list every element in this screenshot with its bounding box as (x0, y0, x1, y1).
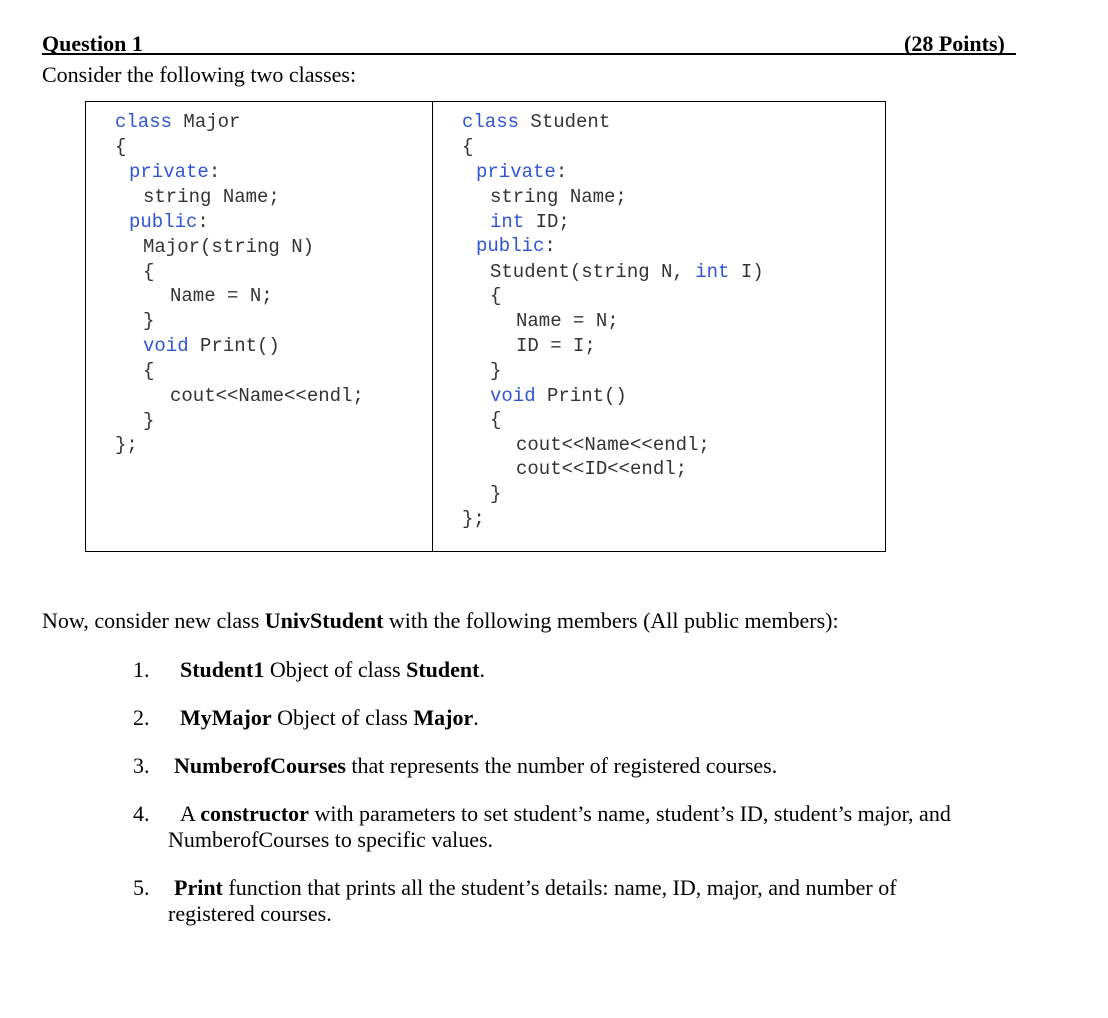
list-item-number: 5. (133, 875, 150, 900)
list-item-number: 1. (133, 657, 150, 682)
major-code-line: { (143, 360, 155, 382)
question-title: Question 1 (42, 31, 143, 56)
major-code-line: } (143, 410, 155, 432)
major-code-line: void Print() (143, 335, 280, 357)
student-code-line: cout<<ID<<endl; (516, 458, 688, 480)
major-code-line: public: (129, 211, 209, 233)
list-item-number: 4. (133, 801, 150, 826)
student-code-line: ID = I; (516, 335, 596, 357)
major-code-line: Name = N; (170, 285, 273, 307)
student-code-line: string Name; (490, 186, 627, 208)
student-code-line: Student(string N, int I) (490, 261, 764, 283)
student-code-line: { (490, 285, 502, 307)
major-code-line: { (143, 261, 155, 283)
student-code-line: } (490, 483, 502, 505)
list-item-number: 3. (133, 753, 150, 778)
major-code-line: } (143, 310, 155, 332)
now-consider-text (42, 608, 839, 634)
student-code-line: }; (462, 508, 485, 530)
student-code-line: private: (476, 161, 568, 183)
now-text-after: with the following members (All public members): (383, 608, 839, 633)
student-code-line: Name = N; (516, 310, 619, 332)
list-item: Student1 Object of class Student. (180, 657, 485, 682)
major-code-line: cout<<Name<<endl; (170, 385, 364, 407)
student-code-line: class Student (462, 111, 611, 133)
list-item-number: 2. (133, 705, 150, 730)
student-code-line: { (462, 136, 474, 158)
points-label: (28 Points) (904, 31, 1005, 56)
list-item-continuation: NumberofCourses to specific values. (168, 827, 494, 852)
student-code-line: cout<<Name<<endl; (516, 434, 710, 456)
list-item: A constructor with parameters to set student’s name, student’s ID, student’s major, and (180, 801, 951, 826)
intro-text: Consider the following two classes: (42, 62, 357, 87)
list-item-continuation: registered courses. (168, 901, 332, 926)
major-code-line: string Name; (143, 186, 280, 208)
student-code-line: int ID; (490, 211, 570, 233)
list-item: MyMajor Object of class Major. (180, 705, 479, 730)
student-code-line: void Print() (490, 385, 627, 407)
student-code-line: public: (476, 235, 556, 257)
now-text-classname: UnivStudent (264, 608, 384, 633)
student-code-line: { (490, 409, 502, 431)
student-code-line: } (490, 360, 502, 382)
major-code-line: }; (115, 434, 138, 456)
major-code-line: Major(string N) (143, 236, 315, 258)
now-text-before: Now, consider new class (42, 608, 265, 633)
header-rule (42, 53, 1016, 55)
code-table-divider (432, 101, 433, 552)
major-code-line: { (115, 136, 127, 158)
list-item: NumberofCourses that represents the number of registered courses. (174, 753, 778, 778)
list-item: Print function that prints all the student’s details: name, ID, major, and number of (174, 875, 897, 900)
major-code-line: private: (129, 161, 221, 183)
major-code-line: class Major (115, 111, 241, 133)
